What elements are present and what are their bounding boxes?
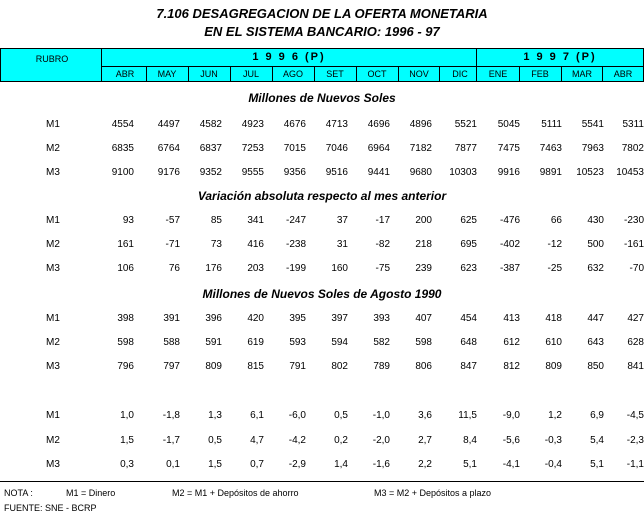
month-header: SET <box>326 69 344 79</box>
table-cell: 582 <box>373 337 390 348</box>
table-cell: 9176 <box>157 167 180 178</box>
column-separator <box>519 66 520 81</box>
source: FUENTE: SNE - BCRP <box>4 503 97 513</box>
year-1997-header <box>476 48 644 82</box>
table-cell: 393 <box>373 313 390 324</box>
month-header: DIC <box>452 69 468 79</box>
month-header: MAY <box>157 69 177 79</box>
row-label: M3 <box>46 263 60 274</box>
table-cell: 5,1 <box>590 459 604 470</box>
table-cell: 0,2 <box>334 435 348 446</box>
table-cell: 0,5 <box>208 435 222 446</box>
table-cell: 447 <box>587 313 604 324</box>
table-cell: 9680 <box>409 167 432 178</box>
table-cell: 160 <box>331 263 348 274</box>
table-cell: 391 <box>163 313 180 324</box>
column-separator <box>314 66 315 81</box>
table-cell: 628 <box>627 337 644 348</box>
table-cell: 4676 <box>283 119 306 130</box>
row-label: M2 <box>46 435 60 446</box>
table-cell: -0,3 <box>544 435 562 446</box>
table-cell: 7182 <box>409 143 432 154</box>
table-cell: -1,7 <box>162 435 180 446</box>
table-cell: 6835 <box>111 143 134 154</box>
month-header: JUN <box>200 69 218 79</box>
table-cell: 809 <box>205 361 222 372</box>
table-cell: 797 <box>163 361 180 372</box>
table-cell: 591 <box>205 337 222 348</box>
table-cell: -25 <box>547 263 562 274</box>
table-cell: 73 <box>210 239 222 250</box>
table-cell: 9441 <box>367 167 390 178</box>
table-cell: 598 <box>117 337 134 348</box>
table-cell: 397 <box>331 313 348 324</box>
rubro-header <box>0 48 102 82</box>
row-label: M2 <box>46 239 60 250</box>
table-cell: 9100 <box>111 167 134 178</box>
table-cell: 6,1 <box>250 410 264 421</box>
table-cell: 430 <box>587 215 604 226</box>
section-title: Millones de Nuevos Soles <box>248 91 396 105</box>
table-cell: -247 <box>285 215 306 226</box>
table-cell: 203 <box>247 263 264 274</box>
table-cell: 2,2 <box>418 459 432 470</box>
table-cell: 200 <box>415 215 432 226</box>
header-divider <box>477 66 643 67</box>
table-cell: 632 <box>587 263 604 274</box>
column-separator <box>146 66 147 81</box>
table-cell: -4,2 <box>288 435 306 446</box>
note-m2: M2 = M1 + Depósitos de ahorro <box>172 488 299 498</box>
table-cell: 5541 <box>581 119 604 130</box>
table-cell: 6,9 <box>590 410 604 421</box>
table-cell: 5,4 <box>590 435 604 446</box>
table-cell: 4,7 <box>250 435 264 446</box>
table-cell: 8,4 <box>463 435 477 446</box>
table-cell: 802 <box>331 361 348 372</box>
table-cell: 454 <box>460 313 477 324</box>
table-cell: -238 <box>285 239 306 250</box>
table-cell: 1,3 <box>208 410 222 421</box>
month-header: ABR <box>115 69 135 79</box>
table-cell: 11,5 <box>458 410 477 421</box>
column-separator <box>356 66 357 81</box>
section-title: Millones de Nuevos Soles de Agosto 1990 <box>202 287 442 301</box>
column-separator <box>561 66 562 81</box>
table-cell: 5045 <box>497 119 520 130</box>
table-cell: 4923 <box>241 119 264 130</box>
table-cell: -70 <box>629 263 644 274</box>
table-cell: 10453 <box>616 167 644 178</box>
column-separator <box>188 66 189 81</box>
table-cell: 7877 <box>454 143 477 154</box>
table-cell: 416 <box>247 239 264 250</box>
table-cell: 643 <box>587 337 604 348</box>
note-m1: M1 = Dinero <box>66 488 116 498</box>
table-cell: 796 <box>117 361 134 372</box>
table-cell: 407 <box>415 313 432 324</box>
table-cell: -17 <box>375 215 390 226</box>
table-cell: 10303 <box>449 167 477 178</box>
table-cell: 9352 <box>199 167 222 178</box>
table-cell: 791 <box>289 361 306 372</box>
year-1996-header <box>101 48 477 82</box>
table-cell: 5521 <box>454 119 477 130</box>
table-cell: 588 <box>163 337 180 348</box>
table-cell: -1,0 <box>372 410 390 421</box>
table-cell: 93 <box>122 215 134 226</box>
table-cell: 9891 <box>539 167 562 178</box>
table-cell: -1,1 <box>626 459 644 470</box>
table-cell: -476 <box>499 215 520 226</box>
table-cell: 6964 <box>367 143 390 154</box>
table-cell: 420 <box>247 313 264 324</box>
table-cell: 37 <box>336 215 348 226</box>
table-cell: -71 <box>165 239 180 250</box>
table-cell: -1,8 <box>162 410 180 421</box>
table-cell: 4696 <box>367 119 390 130</box>
table-cell: 396 <box>205 313 222 324</box>
table-cell: 1,2 <box>548 410 562 421</box>
column-separator <box>439 66 440 81</box>
row-label: M1 <box>46 313 60 324</box>
table-cell: 7253 <box>241 143 264 154</box>
month-header: OCT <box>367 69 387 79</box>
table-cell: -230 <box>623 215 644 226</box>
table-cell: 5,1 <box>463 459 477 470</box>
table-cell: 418 <box>545 313 562 324</box>
table-cell: 610 <box>545 337 562 348</box>
table-cell: 648 <box>460 337 477 348</box>
table-cell: 7802 <box>621 143 644 154</box>
table-cell: -199 <box>285 263 306 274</box>
table-cell: -2,9 <box>288 459 306 470</box>
table-cell: 398 <box>117 313 134 324</box>
table-cell: 106 <box>117 263 134 274</box>
table-cell: 341 <box>247 215 264 226</box>
table-cell: -75 <box>375 263 390 274</box>
table-cell: -161 <box>623 239 644 250</box>
table-cell: 806 <box>415 361 432 372</box>
table-cell: 5111 <box>541 119 562 130</box>
column-separator <box>398 66 399 81</box>
table-cell: 66 <box>550 215 562 226</box>
table-cell: 4713 <box>325 119 348 130</box>
table-cell: 695 <box>460 239 477 250</box>
table-cell: -9,0 <box>502 410 520 421</box>
row-label: M1 <box>46 215 60 226</box>
table-cell: 612 <box>503 337 520 348</box>
table-cell: -4,1 <box>502 459 520 470</box>
month-header: NOV <box>409 69 429 79</box>
table-cell: 7963 <box>581 143 604 154</box>
table-cell: 4896 <box>409 119 432 130</box>
table-cell: 2,7 <box>418 435 432 446</box>
table-cell: -12 <box>547 239 562 250</box>
table-cell: 625 <box>460 215 477 226</box>
table-cell: 176 <box>205 263 222 274</box>
table-cell: 0,1 <box>166 459 180 470</box>
table-cell: 0,3 <box>120 459 134 470</box>
table-cell: 7463 <box>539 143 562 154</box>
table-cell: -6,0 <box>288 410 306 421</box>
table-cell: 850 <box>587 361 604 372</box>
table-cell: 1,5 <box>208 459 222 470</box>
month-header: ABR <box>613 69 633 79</box>
table-cell: 218 <box>415 239 432 250</box>
column-separator <box>230 66 231 81</box>
table-cell: 7015 <box>283 143 306 154</box>
month-header: JUL <box>242 69 259 79</box>
table-cell: 593 <box>289 337 306 348</box>
table-cell: -5,6 <box>502 435 520 446</box>
table-cell: 7475 <box>497 143 520 154</box>
month-header: AGO <box>282 69 303 79</box>
table-cell: 9356 <box>283 167 306 178</box>
header-divider <box>102 66 476 67</box>
row-label: M3 <box>46 459 60 470</box>
table-cell: 3,6 <box>418 410 432 421</box>
row-label: M1 <box>46 410 60 421</box>
table-cell: 6764 <box>157 143 180 154</box>
table-cell: 812 <box>503 361 520 372</box>
note-m3: M3 = M2 + Depósitos a plazo <box>374 488 492 498</box>
table-cell: 9555 <box>241 167 264 178</box>
table-cell: 619 <box>247 337 264 348</box>
table-cell: -0,4 <box>544 459 562 470</box>
table-cell: 0,5 <box>334 410 348 421</box>
table-cell: -82 <box>375 239 390 250</box>
table-cell: -4,5 <box>626 410 644 421</box>
table-cell: 5311 <box>622 119 644 130</box>
row-label: M3 <box>46 167 60 178</box>
row-label: M2 <box>46 337 60 348</box>
table-cell: -57 <box>165 215 180 226</box>
table-cell: 4497 <box>157 119 180 130</box>
table-cell: 841 <box>627 361 644 372</box>
table-title: 7.106 DESAGREGACION DE LA OFERTA MONETARIA <box>156 6 488 21</box>
table-cell: 427 <box>627 313 644 324</box>
year-1996-label: 1 9 9 6 (P) <box>252 51 326 63</box>
table-cell: 815 <box>247 361 264 372</box>
year-1997-label: 1 9 9 7 (P) <box>523 51 597 63</box>
table-cell: 809 <box>545 361 562 372</box>
table-cell: 161 <box>117 239 134 250</box>
table-cell: 1,5 <box>120 435 134 446</box>
row-label: M3 <box>46 361 60 372</box>
column-separator <box>272 66 273 81</box>
rubro-label: RUBRO <box>35 54 69 64</box>
table-cell: 598 <box>415 337 432 348</box>
table-cell: 85 <box>210 215 222 226</box>
table-cell: 0,7 <box>250 459 264 470</box>
column-separator <box>602 66 603 81</box>
row-label: M1 <box>46 119 60 130</box>
table-cell: 1,4 <box>334 459 348 470</box>
table-cell: 500 <box>587 239 604 250</box>
month-header: FEB <box>531 69 549 79</box>
section-title: Variación absoluta respecto al mes anterior <box>197 189 447 203</box>
table-cell: 847 <box>460 361 477 372</box>
table-cell: 395 <box>289 313 306 324</box>
table-cell: -402 <box>499 239 520 250</box>
month-header: ENE <box>488 69 508 79</box>
note-label: NOTA : <box>4 488 33 498</box>
table-cell: 239 <box>415 263 432 274</box>
table-cell: 6837 <box>199 143 222 154</box>
row-label: M2 <box>46 143 60 154</box>
table-cell: -1,6 <box>372 459 390 470</box>
table-cell: 10523 <box>576 167 604 178</box>
table-cell: 413 <box>503 313 520 324</box>
table-cell: 4582 <box>199 119 222 130</box>
table-cell: 594 <box>331 337 348 348</box>
table-cell: 789 <box>373 361 390 372</box>
footer-rule <box>0 481 644 482</box>
table-cell: 9916 <box>497 167 520 178</box>
month-header: MAR <box>572 69 592 79</box>
table-cell: -387 <box>499 263 520 274</box>
table-cell: 76 <box>168 263 180 274</box>
table-cell: 623 <box>460 263 477 274</box>
table-cell: -2,3 <box>626 435 644 446</box>
table-subtitle: EN EL SISTEMA BANCARIO: 1996 - 97 <box>204 24 440 39</box>
table-cell: 1,0 <box>120 410 134 421</box>
table-cell: 4554 <box>111 119 134 130</box>
table-cell: 7046 <box>325 143 348 154</box>
table-cell: -2,0 <box>372 435 390 446</box>
table-cell: 9516 <box>325 167 348 178</box>
table-cell: 31 <box>336 239 348 250</box>
